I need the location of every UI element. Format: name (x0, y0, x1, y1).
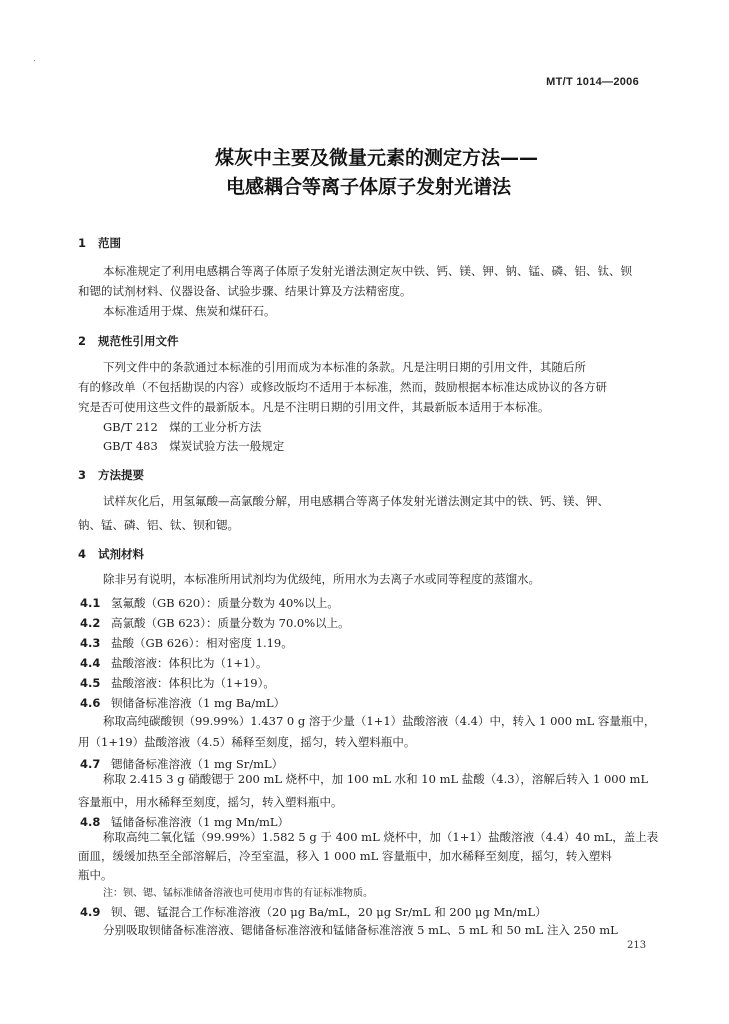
reagent-item (80, 656, 268, 670)
item-body-line: 用（1+19）盐酸溶液（4.5）稀释至刻度，摇匀，转入塑料瓶中。 (78, 735, 416, 749)
item-number: 4.6 (80, 696, 101, 710)
section-number: 1 (78, 236, 87, 250)
item-body-line: 面皿，缓缓加热至全部溶解后，冷至室温，移入 1 000 mL 容量瓶中，加水稀释至刻度，摇匀，转入塑料 (78, 849, 612, 863)
item-body-line: 称取高纯二氧化锰（99.99%）1.582 5 g 于 400 mL 烧杯中，加（1+1）盐酸溶液（4.4）40 mL，盖上表 (103, 830, 659, 844)
note-line: 注：钡、锶、锰标准储备溶液也可使用市售的有证标准物质。 (103, 888, 373, 899)
page-number: 213 (627, 940, 647, 951)
section-1-heading (78, 236, 121, 250)
section-2-heading (78, 334, 179, 348)
section-2-paragraph-line: 下列文件中的条款通过本标准的引用而成为本标准的条款。凡是注明日期的引用文件，其随后所 (103, 360, 586, 374)
reagent-item (80, 696, 285, 710)
section-1-paragraph-line: 本标准适用于煤、焦炭和煤矸石。 (103, 304, 276, 318)
item-number: 4.1 (80, 596, 101, 610)
section-1-paragraph-line: 和锶的试剂材料、仪器设备、试验步骤、结果计算及方法精密度。 (78, 284, 412, 298)
reagent-item (80, 596, 339, 610)
item-number: 4.8 (80, 815, 101, 829)
item-number: 4.3 (80, 636, 101, 650)
item-text: 锰储备标准溶液（1 mg Mn/mL） (111, 815, 289, 829)
document-title-line2: 电感耦合等离子体原子发射光谱法 (225, 176, 511, 198)
document-title-line1: 煤灰中主要及微量元素的测定方法—— (214, 147, 538, 169)
section-1-paragraph-line: 本标准规定了利用电感耦合等离子体原子发射光谱法测定灰中铁、钙、镁、钾、钠、锰、磷、铝、钛、钡 (103, 264, 632, 278)
item-text: 锶储备标准溶液（1 mg Sr/mL） (111, 757, 284, 771)
section-title: 方法提要 (98, 468, 144, 482)
item-body-line: 瓶中。 (78, 868, 113, 882)
item-body-line: 称取高纯碳酸钡（99.99%）1.437 0 g 溶于少量（1+1）盐酸溶液（4.4）中，转入 1 000 mL 容量瓶中， (103, 714, 656, 728)
item-text: 盐酸溶液：体积比为（1+19）。 (111, 676, 275, 690)
item-body-line: 分别吸取钡储备标准溶液、锶储备标准溶液和锰储备标准溶液 5 mL、5 mL 和 50 mL 注入 250 mL (103, 923, 618, 937)
item-text: 氢氟酸（GB 620）：质量分数为 40%以上。 (111, 596, 339, 610)
reagent-item (80, 676, 275, 690)
item-number: 4.2 (80, 616, 101, 630)
section-4-heading (78, 547, 144, 561)
scan-speck (34, 60, 35, 61)
item-number: 4.9 (80, 905, 101, 919)
item-body-line: 容量瓶中，用水稀释至刻度，摇匀，转入塑料瓶中。 (78, 795, 343, 809)
section-title: 规范性引用文件 (98, 334, 179, 348)
item-text: 钡储备标准溶液（1 mg Ba/mL） (111, 696, 286, 710)
section-title: 试剂材料 (98, 547, 144, 561)
section-3-paragraph-line: 钠、锰、磷、铝、钛、钡和锶。 (78, 518, 239, 532)
section-2-paragraph-line: 有的修改单（不包括勘误的内容）或修改版均不适用于本标准，然而，鼓励根据本标准达成协议的各方研 (78, 380, 607, 394)
section-2-paragraph-line: 究是否可使用这些文件的最新版本。凡是不注明日期的引用文件，其最新版本适用于本标准。 (78, 400, 550, 414)
reagent-item (80, 616, 350, 630)
section-3-paragraph-line: 试样灰化后，用氢氟酸—高氯酸分解，用电感耦合等离子体发射光谱法测定其中的铁、钙、镁、钾、 (103, 494, 609, 508)
item-number: 4.5 (80, 676, 101, 690)
item-text: 盐酸（GB 626）：相对密度 1.19。 (111, 636, 293, 650)
item-text: 钡、锶、锰混合工作标准溶液（20 μg Ba/mL，20 μg Sr/mL 和 200 μg Mn/mL） (111, 905, 547, 919)
standard-code: MT/T 1014—2006 (546, 76, 639, 88)
item-body-line: 称取 2.415 3 g 硝酸锶于 200 mL 烧杯中，加 100 mL 水和 10 mL 盐酸（4.3），溶解后转入 1 000 mL (103, 772, 649, 786)
section-number: 4 (78, 547, 87, 561)
section-number: 3 (78, 468, 87, 482)
reagent-item (80, 815, 289, 829)
reagent-item (80, 905, 547, 919)
section-number: 2 (78, 334, 87, 348)
section-3-heading (78, 468, 144, 482)
item-text: 盐酸溶液：体积比为（1+1）。 (111, 656, 268, 670)
section-title: 范围 (98, 236, 121, 250)
reagent-item (80, 757, 283, 771)
item-number: 4.7 (80, 757, 101, 771)
reference-item: GB/T 212 煤的工业分析方法 (103, 420, 262, 434)
reagent-item (80, 636, 293, 650)
reference-item: GB/T 483 煤炭试验方法一般规定 (103, 439, 285, 453)
item-text: 高氯酸（GB 623）：质量分数为 70.0%以上。 (111, 616, 350, 630)
section-4-intro: 除非另有说明，本标准所用试剂均为优级纯，所用水为去离子水或同等程度的蒸馏水。 (103, 572, 540, 586)
item-number: 4.4 (80, 656, 101, 670)
